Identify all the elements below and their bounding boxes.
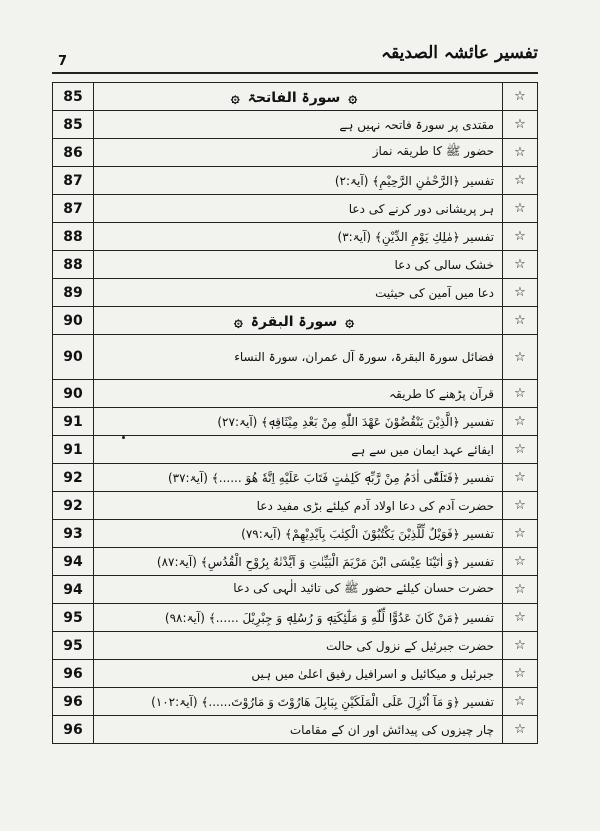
entry-title-cell: ایفائے عہد ایمان میں سے ہے	[94, 436, 503, 464]
toc-row	[53, 716, 538, 744]
page-header	[52, 40, 538, 74]
star-icon: ☆	[503, 139, 538, 167]
star-icon: ☆	[503, 279, 538, 307]
page-number: 7	[58, 54, 68, 69]
page-number-cell: 92	[53, 492, 94, 520]
entry-title-cell: تفسیر ﴿الرَّحْمٰنِ الرَّحِيْمِ﴾ (آیۃ:۲)	[94, 167, 503, 195]
star-icon: ☆	[503, 660, 538, 688]
entry-title-cell: تفسیر ﴿الَّذِيْنَ يَنْقُضُوْنَ عَهْدَ اللّٰهِ مِنْ بَعْدِ مِيْثَاقِهٖ﴾ (آیۃ:۲۷)	[94, 408, 503, 436]
star-icon: ☆	[503, 492, 538, 520]
book-title: تفسیر عائشہ الصدیقہ	[381, 43, 538, 63]
page-number-cell: 90	[53, 335, 94, 380]
rosette-icon: ۞	[233, 311, 243, 330]
star-icon: ☆	[503, 408, 538, 436]
entry-title-cell: تفسیر ﴿مٰلِكِ يَوْمِ الدِّيْنِ﴾ (آیۃ:۳)	[94, 223, 503, 251]
toc-row	[53, 604, 538, 632]
page-number-cell: 86	[53, 139, 94, 167]
star-icon: ☆	[503, 548, 538, 576]
ink-dot	[122, 436, 125, 439]
star-icon: ☆	[503, 167, 538, 195]
toc-row	[53, 279, 538, 307]
section-title: سورۃ الفاتحۃ	[247, 89, 341, 106]
entry-title-cell: تفسیر ﴿وَ اٰتَيْنَا عِيْسَى ابْنَ مَرْيَمَ الْبَيِّنٰتِ وَ اَيَّدْنٰهُ بِرُوْحِ الْقُدُسِ﴾ (آیۃ:۸۷)	[94, 548, 503, 576]
page-number-cell: 94	[53, 576, 94, 604]
star-icon: ☆	[503, 576, 538, 604]
toc-row	[53, 251, 538, 279]
entry-title-cell: چار چیزوں کی پیدائش اور ان کے مقامات	[94, 716, 503, 744]
entry-title-cell: حضرت آدم کی دعا اولاد آدم کیلئے بڑی مفید دعا	[94, 492, 503, 520]
entry-title-cell: قرآن پڑھنے کا طریقہ	[94, 380, 503, 408]
entry-title-cell: حضرت جبرئیل کے نزول کی حالت	[94, 632, 503, 660]
page-number-cell: 88	[53, 251, 94, 279]
toc-row	[53, 380, 538, 408]
entry-title-cell: ہر پریشانی دور کرنے کی دعا	[94, 195, 503, 223]
page-number-cell: 87	[53, 167, 94, 195]
star-icon: ☆	[503, 223, 538, 251]
entry-title-cell: تفسیر ﴿مَنْ كَانَ عَدُوًّا لِّلّٰهِ وَ مَلٰٓئِكَتِهٖ وَ رُسُلِهٖ وَ جِبْرِيْلَ ......﴾ (آیۃ:۹۸)	[94, 604, 503, 632]
toc-section-row	[53, 307, 538, 335]
star-icon: ☆	[503, 111, 538, 139]
entry-title-cell: دعا میں آمین کی حیثیت	[94, 279, 503, 307]
toc-row	[53, 436, 538, 464]
entry-title-cell: مقتدی پر سورۃ فاتحہ نہیں ہے	[94, 111, 503, 139]
page-number-cell: 91	[53, 408, 94, 436]
star-icon: ☆	[503, 307, 538, 335]
page-number-cell: 88	[53, 223, 94, 251]
header-rule	[52, 72, 538, 74]
page-number-cell: 87	[53, 195, 94, 223]
star-icon: ☆	[503, 520, 538, 548]
table-of-contents	[52, 82, 538, 744]
rosette-icon: ۞	[345, 311, 355, 330]
page-number-cell: 96	[53, 716, 94, 744]
star-icon: ☆	[503, 195, 538, 223]
star-icon: ☆	[503, 335, 538, 380]
star-icon: ☆	[503, 436, 538, 464]
toc-row	[53, 223, 538, 251]
star-icon: ☆	[503, 716, 538, 744]
toc-row	[53, 464, 538, 492]
page-number-cell: 95	[53, 632, 94, 660]
toc-row	[53, 548, 538, 576]
page-number-cell: 94	[53, 548, 94, 576]
page-number-cell: 96	[53, 660, 94, 688]
entry-title-cell: تفسیر ﴿فَوَيْلٌ لِّلَّذِيْنَ يَكْتُبُوْنَ الْكِتٰبَ بِاَيْدِيْهِمْ﴾ (آیۃ:۷۹)	[94, 520, 503, 548]
toc-row	[53, 520, 538, 548]
page-number-cell: 85	[53, 111, 94, 139]
star-icon: ☆	[503, 632, 538, 660]
toc-row	[53, 492, 538, 520]
entry-title-cell: جبرئیل و میکائیل و اسرافیل رفیق اعلیٰ میں ہیں	[94, 660, 503, 688]
section-title: سورۃ البقرۃ	[250, 313, 338, 330]
page-number-cell: 96	[53, 688, 94, 716]
section-title-cell	[94, 83, 503, 111]
star-icon: ☆	[503, 83, 538, 111]
toc-body	[53, 83, 538, 744]
page-number-cell: 91	[53, 436, 94, 464]
toc-row	[53, 660, 538, 688]
section-title-cell	[94, 307, 503, 335]
entry-title-cell: تفسیر ﴿فَتَلَقّٰٓى اٰدَمُ مِنْ رَّبِّهٖ كَلِمٰتٍ فَتَابَ عَلَيْهِ اِنَّهٗ هُوَ ......﴾ (آیۃ:۳۷)	[94, 464, 503, 492]
star-icon: ☆	[503, 604, 538, 632]
star-icon: ☆	[503, 251, 538, 279]
page-number-cell: 93	[53, 520, 94, 548]
toc-row	[53, 167, 538, 195]
toc-row	[53, 408, 538, 436]
toc-row	[53, 335, 538, 380]
toc-row	[53, 111, 538, 139]
toc-row	[53, 632, 538, 660]
toc-row	[53, 195, 538, 223]
entry-title-cell: حضرت حسان کیلئے حضور ﷺ کی تائید الٰہی کی دعا	[94, 576, 503, 604]
toc-section-row	[53, 83, 538, 111]
entry-title-cell: حضور ﷺ کا طریقہ نماز	[94, 139, 503, 167]
star-icon: ☆	[503, 688, 538, 716]
rosette-icon: ۞	[230, 87, 240, 106]
star-icon: ☆	[503, 380, 538, 408]
page-number-cell: 90	[53, 380, 94, 408]
page-number-cell: 85	[53, 83, 94, 111]
entry-title-cell: فضائل سورۃ البقرۃ، سورۃ آل عمران، سورۃ النساء	[94, 335, 503, 380]
page-number-cell: 92	[53, 464, 94, 492]
entry-title-cell: خشک سالی کی دعا	[94, 251, 503, 279]
entry-title-cell: تفسیر ﴿وَ مَآ اُنْزِلَ عَلَى الْمَلَكَيْنِ بِبَابِلَ هَارُوْتَ وَ مَارُوْتَ......﴾ (آیۃ:۱۰۲)	[94, 688, 503, 716]
toc-row	[53, 139, 538, 167]
rosette-icon: ۞	[348, 87, 358, 106]
page-number-cell: 90	[53, 307, 94, 335]
star-icon: ☆	[503, 464, 538, 492]
page-number-cell: 89	[53, 279, 94, 307]
page-number-cell: 95	[53, 604, 94, 632]
toc-row	[53, 688, 538, 716]
toc-row	[53, 576, 538, 604]
